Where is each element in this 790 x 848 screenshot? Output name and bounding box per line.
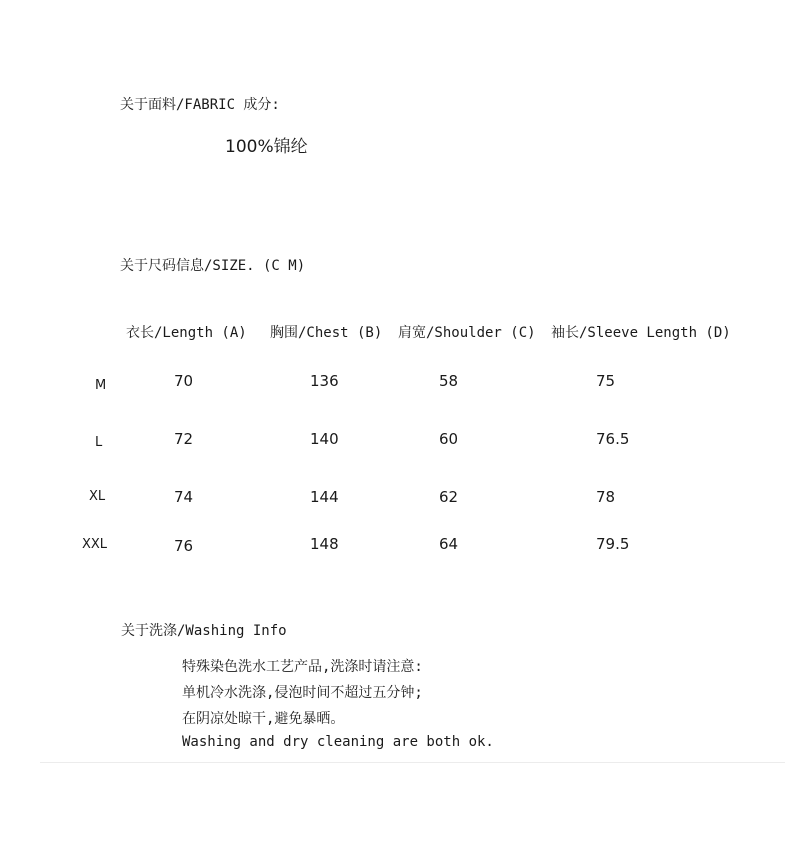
size-label: M xyxy=(95,378,107,393)
length-value: 76 xyxy=(174,537,194,555)
column-header-length: 衣长/Length (A) xyxy=(126,325,247,341)
length-value: 72 xyxy=(174,430,194,448)
chest-value: 140 xyxy=(310,430,339,448)
chest-value: 148 xyxy=(310,535,339,553)
divider xyxy=(40,762,785,763)
fabric-composition: 100%锦纶 xyxy=(225,137,308,157)
shoulder-value: 58 xyxy=(439,372,459,390)
washing-instruction-line: 单机冷水洗涤,侵泡时间不超过五分钟; xyxy=(182,685,423,701)
size-label: XL xyxy=(89,489,106,504)
sleeve-length-value: 76.5 xyxy=(596,430,630,448)
column-header-shoulder: 肩宽/Shoulder (C) xyxy=(398,325,536,341)
sleeve-length-value: 79.5 xyxy=(596,535,630,553)
sleeve-length-value: 75 xyxy=(596,372,616,390)
length-value: 74 xyxy=(174,488,194,506)
shoulder-value: 64 xyxy=(439,535,459,553)
fabric-heading: 关于面料/FABRIC 成分: xyxy=(120,97,280,113)
chest-value: 144 xyxy=(310,488,339,506)
length-value: 70 xyxy=(174,372,194,390)
shoulder-value: 62 xyxy=(439,488,459,506)
column-header-chest: 胸围/Chest (B) xyxy=(270,325,383,341)
size-heading: 关于尺码信息/SIZE. (C M) xyxy=(120,258,306,274)
size-label: XXL xyxy=(82,537,108,552)
sleeve-length-value: 78 xyxy=(596,488,616,506)
washing-instruction-line: 在阴凉处晾干,避免暴晒。 xyxy=(182,711,345,727)
washing-instruction-line: Washing and dry cleaning are both ok. xyxy=(182,734,494,750)
shoulder-value: 60 xyxy=(439,430,459,448)
washing-instruction-line: 特殊染色洗水工艺产品,洗涤时请注意: xyxy=(182,659,423,675)
size-label: L xyxy=(95,435,103,450)
chest-value: 136 xyxy=(310,372,339,390)
washing-heading: 关于洗涤/Washing Info xyxy=(121,623,287,639)
column-header-sleeve-length: 袖长/Sleeve Length (D) xyxy=(551,325,731,341)
